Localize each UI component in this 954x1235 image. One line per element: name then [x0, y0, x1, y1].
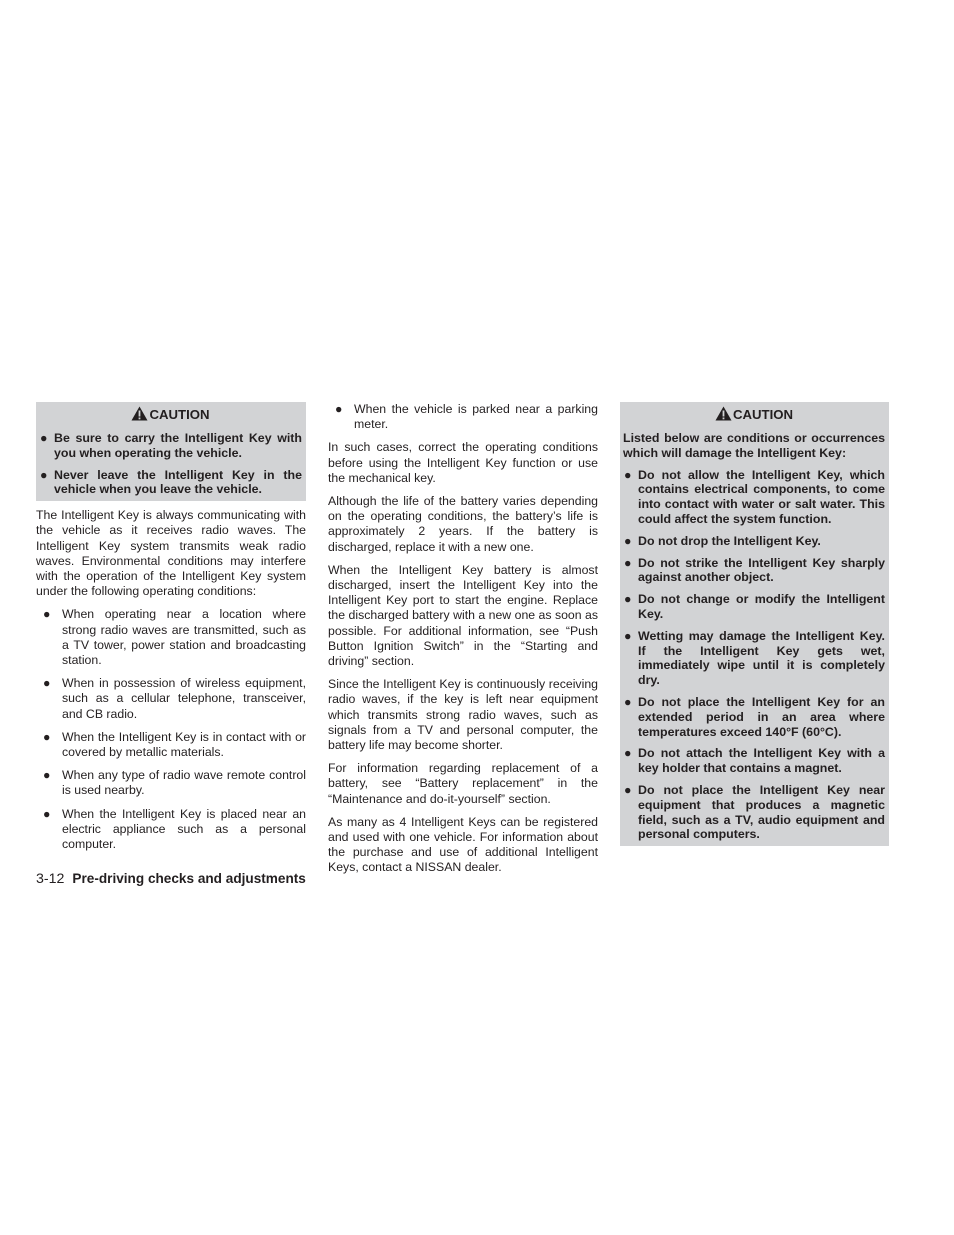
caution-box-left: [36, 402, 306, 501]
bullet-icon: ●: [624, 555, 632, 570]
body-paragraph: When the Intelligent Key battery is almost discharged, insert the Intelligent Key into the Intelligent Key port to start the engine. Replace the discharged battery with a new one as soon as possible. For additional information, see “Push Button Ignition Switch” in the “Starting and driving” section.: [328, 562, 599, 669]
caution-heading: CAUTION: [39, 405, 302, 426]
caution-intro: Listed below are conditions or occurrences which will damage the Intelligent Key:: [623, 431, 885, 460]
bullet-icon: ●: [43, 607, 51, 622]
bullet-icon: ●: [624, 533, 632, 548]
warning-triangle-icon: [131, 406, 148, 421]
bullet-icon: ●: [624, 782, 632, 797]
bullet-icon: ●: [624, 467, 632, 482]
body-paragraph: Since the Intelligent Key is continuously receiving radio waves, if the key is left near equipment which transmits strong radio waves, such as signals from a TV and personal computer, the battery life may become shorter.: [328, 677, 598, 753]
caution-item: ● Do not allow the Intelligent Key, which contains electrical components, to come into contact with water or salt water. This could affect the system function.: [624, 467, 885, 526]
bullet-icon: ●: [624, 746, 632, 761]
bullet-icon: ●: [43, 729, 51, 744]
body-paragraph: In such cases, correct the operating conditions before using the Intelligent Key function or use the mechanical key.: [328, 440, 598, 485]
bullet-icon: ●: [624, 694, 632, 709]
body-paragraph: For information regarding replacement of a battery, see “Battery replacement” in the “Maintenance and do-it-yourself” section.: [328, 761, 598, 806]
caution-item: ● Never leave the Intelligent Key in the vehicle when you leave the vehicle.: [40, 467, 302, 497]
caution-item: ● Do not change or modify the Intelligent Key.: [624, 592, 885, 621]
caution-item: ● Do not drop the Intelligent Key.: [624, 533, 821, 548]
caution-item: ● Be sure to carry the Intelligent Key with you when operating the vehicle.: [40, 431, 302, 460]
caution-heading: CAUTION: [623, 405, 885, 426]
body-paragraph: As many as 4 Intelligent Keys can be registered and used with one vehicle. For information about the purchase and use of additional Intelligent Keys, contact a NISSAN dealer.: [328, 814, 598, 875]
bullet-icon: ●: [624, 592, 632, 607]
list-item: ● When the Intelligent Key is placed near an electric appliance such as a personal computer.: [43, 806, 306, 852]
caution-item: ● Do not strike the Intelligent Key sharply against another object.: [624, 555, 885, 585]
intro-paragraph: The Intelligent Key is always communicating with the vehicle as it receives radio waves. The Intelligent Key system transmits weak radio waves. Environmental conditions may interfere with the operation of the Intelligent Key system under the following operating conditions:: [36, 508, 306, 599]
bullet-icon: ●: [43, 806, 51, 821]
list-item: ● When the Intelligent Key is in contact with or covered by metallic materials.: [43, 729, 306, 760]
page-number: 3-12: [36, 871, 65, 887]
bullet-icon: ●: [624, 628, 632, 643]
warning-triangle-icon: [715, 406, 732, 421]
section-title: Pre-driving checks and adjustments: [72, 871, 306, 886]
page-footer: [36, 870, 306, 888]
column-left: [36, 402, 306, 860]
bullet-icon: ●: [40, 467, 48, 482]
bullet-icon: ●: [40, 431, 48, 445]
list-item: ● When in possession of wireless equipment, such as a cellular telephone, transceiver, and CB radio.: [43, 676, 306, 721]
bullet-icon: ●: [43, 768, 51, 783]
caution-box-right: [620, 402, 889, 846]
column-right: [620, 402, 889, 846]
bullet-icon: ●: [335, 402, 343, 416]
caution-item: ● Wetting may damage the Intelligent Key. If the Intelligent Key gets wet, immediately wipe until it is completely dry.: [624, 628, 885, 688]
column-middle: [328, 402, 598, 884]
body-paragraph: Although the life of the battery varies depending on the operating conditions, the battery’s life is approximately 2 years. If the battery is discharged, replace it with a new one.: [328, 494, 598, 554]
caution-item: ● Do not attach the Intelligent Key with a key holder that contains a magnet.: [624, 746, 885, 776]
caution-item: ● Do not place the Intelligent Key for an extended period in an area where temperatures exceed 140°F (60°C).: [624, 694, 885, 739]
list-item: ● When operating near a location where strong radio waves are transmitted, such as a TV tower, power station and broadcasting station.: [43, 607, 306, 668]
list-item: ● When the vehicle is parked near a parking meter.: [335, 402, 598, 432]
caution-item: ● Do not place the Intelligent Key near equipment that produces a magnetic field, such as a TV, audio equipment and personal computers.: [624, 782, 885, 842]
bullet-icon: ●: [43, 676, 51, 691]
list-item: ● When any type of radio wave remote control is used nearby.: [43, 768, 306, 798]
